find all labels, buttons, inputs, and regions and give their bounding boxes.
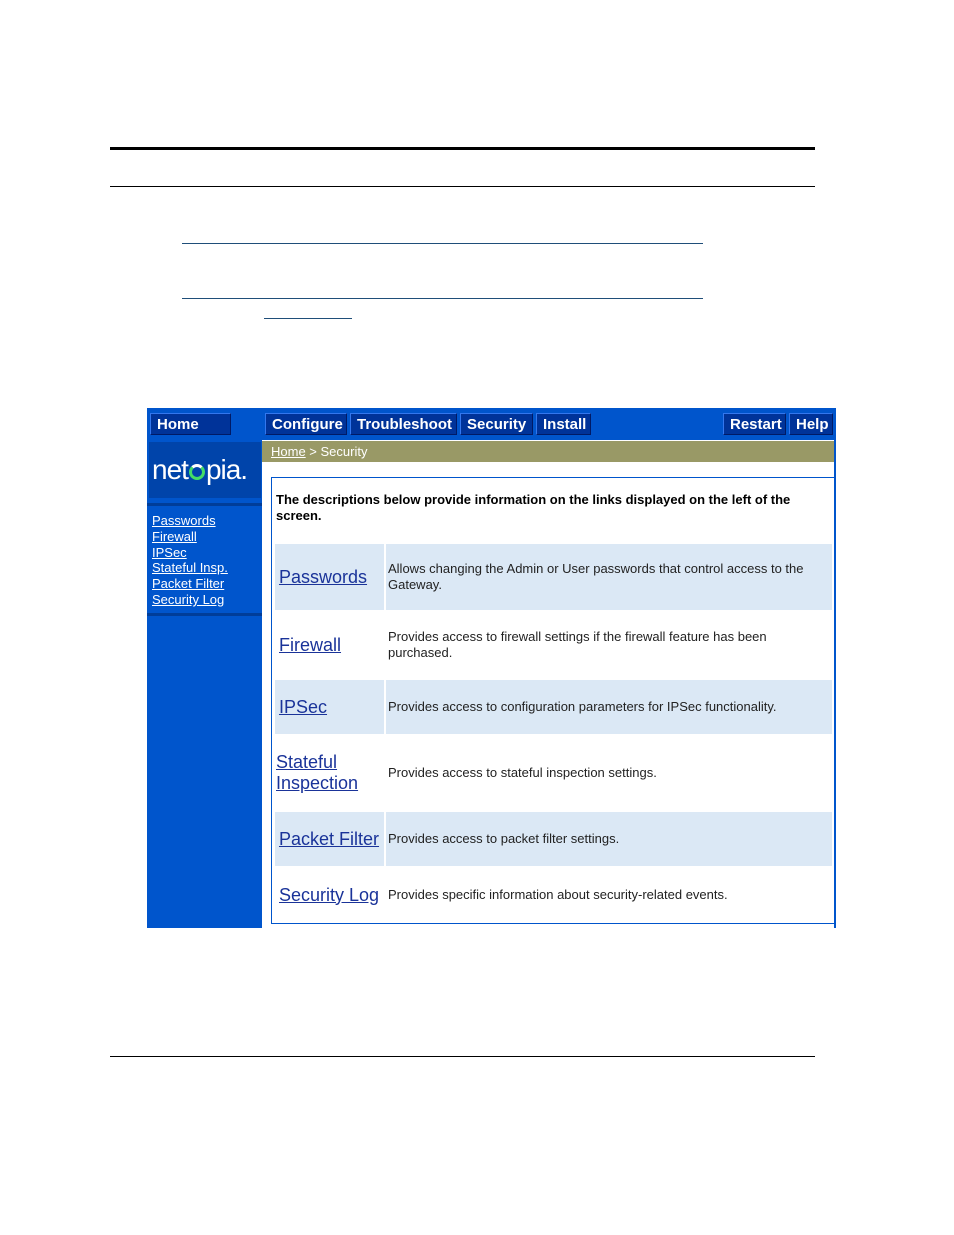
sidebar-item-packet-filter[interactable]: Packet Filter [152,576,225,592]
nav-home-button[interactable]: Home [150,413,231,435]
nav-troubleshoot-button[interactable]: Troubleshoot [350,413,457,435]
sidebar-item-passwords[interactable]: Passwords [152,513,216,528]
sidebar-item-firewall[interactable]: Firewall [152,528,197,544]
header-rule-thin [110,186,815,187]
row-desc-ipsec: Provides access to configuration parameters for IPSec functionality. [388,699,777,714]
breadcrumb-separator: > [305,444,321,459]
top-nav-bar [147,408,836,440]
sidebar-divider-bottom [147,613,262,616]
doc-rule-short [264,318,352,319]
sidebar-links [152,513,228,608]
row-link-passwords[interactable]: Passwords [279,566,368,587]
nav-help-button[interactable]: Help [789,413,833,435]
logo-text-right: pia. [205,454,248,485]
table-row [275,680,832,734]
row-link-ipsec[interactable]: IPSec [279,696,328,717]
sidebar-item-ipsec[interactable]: IPSec [152,544,187,560]
screenshot-right-border [834,408,836,928]
table-row [275,868,832,922]
main-content [262,440,836,928]
header-rule-thick [110,147,815,150]
sidebar-item-stateful-insp[interactable]: Stateful Insp. [152,560,228,576]
table-row [275,544,832,610]
intro-text: The descriptions below provide information on the links displayed on the left of the screen. [276,492,791,523]
breadcrumb [262,441,836,462]
nav-security-button[interactable]: Security [460,413,533,435]
sidebar-item-security-log[interactable]: Security Log [152,591,225,607]
sidebar-divider-top [147,503,262,506]
doc-rule-1 [182,243,703,244]
doc-rule-2 [182,298,703,299]
logo-text-left: net [152,454,188,485]
table-row [275,812,832,866]
nav-install-button[interactable]: Install [536,413,591,435]
router-screenshot [147,408,836,928]
sidebar [147,440,262,928]
table-row [275,612,832,678]
logo-o-icon [189,464,205,480]
row-desc-stateful-inspection: Provides access to stateful inspection settings. [388,765,657,780]
row-desc-packet-filter: Provides access to packet filter settings. [388,831,620,846]
footer-rule [110,1056,815,1057]
row-desc-security-log: Provides specific information about security-related events. [388,887,728,902]
row-link-stateful-inspection[interactable]: Stateful Inspection [276,752,359,793]
nav-configure-button[interactable]: Configure [265,413,347,435]
breadcrumb-current: Security [320,444,368,459]
netopia-logo [149,442,261,498]
row-desc-firewall: Provides access to firewall settings if the firewall feature has been purchased. [388,629,767,660]
breadcrumb-home-link[interactable]: Home [271,444,306,459]
table-row [275,736,832,810]
nav-restart-button[interactable]: Restart [723,413,786,435]
security-panel [271,477,835,924]
row-link-firewall[interactable]: Firewall [279,634,342,655]
row-desc-passwords: Allows changing the Admin or User passwords that control access to the Gateway. [388,561,804,592]
row-link-packet-filter[interactable]: Packet Filter [279,828,380,849]
row-link-security-log[interactable]: Security Log [279,884,380,905]
